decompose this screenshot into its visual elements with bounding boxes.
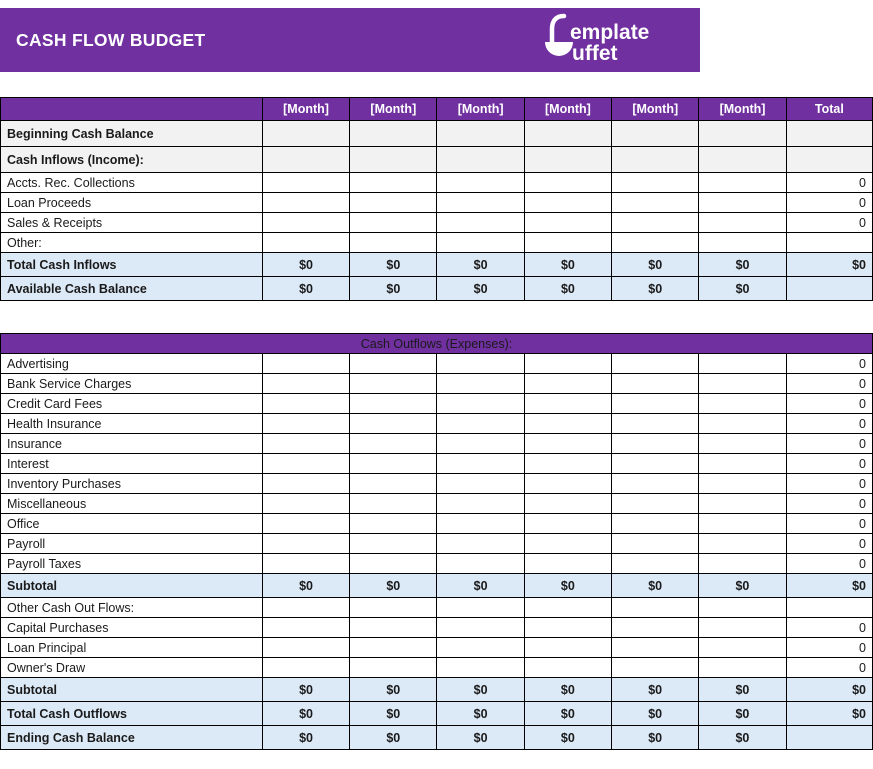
cell-month-3[interactable]	[437, 514, 524, 534]
cell-month-6[interactable]	[699, 514, 786, 534]
cell-month-1[interactable]: $0	[262, 678, 349, 702]
cell-month-1[interactable]	[262, 494, 349, 514]
row-label-owner-s-draw: Owner's Draw	[1, 658, 263, 678]
cell-month-2[interactable]	[350, 598, 437, 618]
cell-month-2[interactable]	[350, 514, 437, 534]
cell-month-1[interactable]	[262, 233, 349, 253]
cell-total: 0	[786, 394, 872, 414]
cell-month-2[interactable]	[350, 233, 437, 253]
cell-month-3[interactable]	[437, 474, 524, 494]
cell-month-6[interactable]	[699, 213, 786, 233]
cash-inflows-table-wrap	[0, 97, 873, 301]
row-label-total-cash-inflows: Total Cash Inflows	[1, 253, 263, 277]
cell-month-1[interactable]	[262, 394, 349, 414]
cell-month-5[interactable]	[612, 173, 699, 193]
cell-month-3[interactable]: $0	[437, 702, 524, 726]
cell-month-1[interactable]	[262, 638, 349, 658]
cell-month-4[interactable]	[524, 554, 611, 574]
table-row	[1, 394, 873, 414]
cell-month-4[interactable]: $0	[524, 678, 611, 702]
cell-month-3[interactable]	[437, 173, 524, 193]
cell-month-1[interactable]	[262, 193, 349, 213]
cell-month-2[interactable]	[350, 434, 437, 454]
table-row	[1, 574, 873, 598]
cell-month-1[interactable]	[262, 173, 349, 193]
cell-month-6[interactable]: $0	[699, 253, 786, 277]
cell-month-6[interactable]: $0	[699, 678, 786, 702]
cell-month-5[interactable]	[612, 658, 699, 678]
cell-month-5[interactable]	[612, 213, 699, 233]
cell-month-2[interactable]	[350, 534, 437, 554]
table-row	[1, 618, 873, 638]
row-label-loan-principal: Loan Principal	[1, 638, 263, 658]
cell-month-4[interactable]: $0	[524, 574, 611, 598]
table-row	[1, 213, 873, 233]
table-row	[1, 193, 873, 213]
cell-month-5[interactable]: $0	[612, 277, 699, 301]
cell-month-2[interactable]	[350, 394, 437, 414]
cell-month-5[interactable]	[612, 638, 699, 658]
cell-month-3[interactable]: $0	[437, 253, 524, 277]
table-row	[1, 454, 873, 474]
cell-month-4[interactable]	[524, 213, 611, 233]
cell-month-6[interactable]	[699, 414, 786, 434]
cell-month-6[interactable]	[699, 394, 786, 414]
column-header-month-4[interactable]: [Month]	[524, 98, 611, 121]
cell-month-5[interactable]	[612, 598, 699, 618]
cash-outflows-section-title: Cash Outflows (Expenses):	[1, 334, 873, 354]
table-row	[1, 277, 873, 301]
cell-month-1[interactable]	[262, 618, 349, 638]
cell-month-6[interactable]	[699, 454, 786, 474]
cell-month-1[interactable]	[262, 414, 349, 434]
cell-month-1[interactable]: $0	[262, 277, 349, 301]
cash-outflows-table	[0, 333, 873, 750]
cell-month-4[interactable]	[524, 514, 611, 534]
cell-total	[786, 598, 872, 618]
cell-month-2[interactable]	[350, 173, 437, 193]
row-label-bank-service-charges: Bank Service Charges	[1, 374, 263, 394]
page-title: CASH FLOW BUDGET	[16, 29, 206, 50]
cell-month-1[interactable]	[262, 514, 349, 534]
cell-month-5[interactable]: $0	[612, 678, 699, 702]
cell-month-2[interactable]: $0	[350, 253, 437, 277]
cell-month-3[interactable]	[437, 618, 524, 638]
row-label-accts-rec-collections: Accts. Rec. Collections	[1, 173, 263, 193]
cell-month-6[interactable]	[699, 474, 786, 494]
cell-month-3[interactable]	[437, 554, 524, 574]
cell-total: 0	[786, 554, 872, 574]
row-label-payroll: Payroll	[1, 534, 263, 554]
cell-month-6[interactable]	[699, 173, 786, 193]
cell-month-5[interactable]	[612, 374, 699, 394]
cell-total: $0	[786, 702, 872, 726]
cell-total: 0	[786, 434, 872, 454]
cell-month-2[interactable]: $0	[350, 678, 437, 702]
cell-month-3[interactable]	[437, 598, 524, 618]
table-row	[1, 233, 873, 253]
cell-total: 0	[786, 618, 872, 638]
row-label-credit-card-fees: Credit Card Fees	[1, 394, 263, 414]
table-row	[1, 678, 873, 702]
cell-month-3[interactable]	[437, 233, 524, 253]
cell-month-2[interactable]	[350, 494, 437, 514]
cell-month-2[interactable]	[350, 474, 437, 494]
cell-month-5[interactable]	[612, 354, 699, 374]
cell-month-2[interactable]	[350, 658, 437, 678]
cell-month-5[interactable]	[612, 193, 699, 213]
cell-month-3[interactable]	[437, 494, 524, 514]
row-label-advertising: Advertising	[1, 354, 263, 374]
cell-month-6[interactable]	[699, 193, 786, 213]
cell-total: 0	[786, 658, 872, 678]
cell-month-5[interactable]	[612, 554, 699, 574]
cell-month-6[interactable]: $0	[699, 277, 786, 301]
row-label-total-cash-outflows: Total Cash Outflows	[1, 702, 263, 726]
cell-month-3[interactable]	[437, 147, 524, 173]
cell-month-5[interactable]	[612, 514, 699, 534]
cell-total: $0	[786, 574, 872, 598]
row-label-available-cash-balance: Available Cash Balance	[1, 277, 263, 301]
cell-month-4[interactable]: $0	[524, 726, 611, 750]
cell-month-5[interactable]	[612, 394, 699, 414]
table-row	[1, 147, 873, 173]
column-header-month-3[interactable]: [Month]	[437, 98, 524, 121]
cell-total	[786, 277, 872, 301]
column-header-blank	[1, 98, 263, 121]
logo-text-line1: emplate	[570, 21, 650, 44]
cell-month-5[interactable]: $0	[612, 574, 699, 598]
cell-month-4[interactable]	[524, 233, 611, 253]
cell-month-3[interactable]	[437, 374, 524, 394]
cell-month-1[interactable]	[262, 554, 349, 574]
cash-inflows-table	[0, 97, 873, 301]
column-header-month-2[interactable]: [Month]	[350, 98, 437, 121]
table-row	[1, 494, 873, 514]
table-row	[1, 253, 873, 277]
cell-month-6[interactable]	[699, 354, 786, 374]
table-row	[1, 374, 873, 394]
cell-month-4[interactable]	[524, 494, 611, 514]
cell-month-6[interactable]	[699, 121, 786, 147]
cell-month-5[interactable]	[612, 233, 699, 253]
cell-total: $0	[786, 678, 872, 702]
cell-month-3[interactable]	[437, 434, 524, 454]
row-label-subtotal: Subtotal	[1, 574, 263, 598]
cell-month-3[interactable]: $0	[437, 726, 524, 750]
table-row	[1, 554, 873, 574]
cell-month-1[interactable]	[262, 534, 349, 554]
table-row	[1, 598, 873, 618]
cell-month-6[interactable]	[699, 598, 786, 618]
cell-month-2[interactable]	[350, 213, 437, 233]
row-label-cash-inflows-income: Cash Inflows (Income):	[1, 147, 263, 173]
cell-total: 0	[786, 173, 872, 193]
cell-month-2[interactable]	[350, 638, 437, 658]
row-label-capital-purchases: Capital Purchases	[1, 618, 263, 638]
cell-month-1[interactable]	[262, 434, 349, 454]
cell-month-5[interactable]	[612, 414, 699, 434]
cell-month-3[interactable]	[437, 354, 524, 374]
cell-month-5[interactable]	[612, 454, 699, 474]
cell-month-6[interactable]	[699, 374, 786, 394]
cell-month-6[interactable]	[699, 554, 786, 574]
cell-total: $0	[786, 253, 872, 277]
cell-month-3[interactable]	[437, 534, 524, 554]
cash-outflows-table-wrap	[0, 333, 873, 750]
cell-month-2[interactable]	[350, 147, 437, 173]
cell-total	[786, 233, 872, 253]
cell-month-2[interactable]	[350, 454, 437, 474]
cell-month-6[interactable]	[699, 494, 786, 514]
cell-month-4[interactable]	[524, 173, 611, 193]
table-row	[1, 534, 873, 554]
table-row	[1, 658, 873, 678]
cell-month-5[interactable]	[612, 147, 699, 173]
cell-month-2[interactable]	[350, 618, 437, 638]
row-label-insurance: Insurance	[1, 434, 263, 454]
cell-month-4[interactable]	[524, 534, 611, 554]
cell-month-1[interactable]	[262, 213, 349, 233]
cell-month-3[interactable]	[437, 213, 524, 233]
cell-month-6[interactable]	[699, 618, 786, 638]
section-banner-row	[1, 334, 873, 354]
cell-month-5[interactable]: $0	[612, 253, 699, 277]
cell-total: 0	[786, 454, 872, 474]
table-row	[1, 354, 873, 374]
cell-total	[786, 147, 872, 173]
table-header-row	[1, 98, 873, 121]
cell-month-4[interactable]	[524, 374, 611, 394]
cell-total: 0	[786, 474, 872, 494]
cell-month-3[interactable]: $0	[437, 678, 524, 702]
table-row	[1, 121, 873, 147]
cell-month-2[interactable]: $0	[350, 277, 437, 301]
cell-month-6[interactable]	[699, 534, 786, 554]
cell-month-3[interactable]: $0	[437, 277, 524, 301]
row-label-other-cash-out-flows: Other Cash Out Flows:	[1, 598, 263, 618]
cell-month-6[interactable]	[699, 147, 786, 173]
cell-total: 0	[786, 638, 872, 658]
table-row	[1, 173, 873, 193]
cell-month-4[interactable]	[524, 121, 611, 147]
cell-month-4[interactable]	[524, 147, 611, 173]
cell-month-6[interactable]: $0	[699, 702, 786, 726]
cell-total: 0	[786, 534, 872, 554]
row-label-miscellaneous: Miscellaneous	[1, 494, 263, 514]
cell-total: 0	[786, 193, 872, 213]
column-header-month-5[interactable]: [Month]	[612, 98, 699, 121]
logo-text-line2: uffet	[572, 42, 618, 65]
table-row	[1, 702, 873, 726]
cell-total	[786, 121, 872, 147]
cell-total: 0	[786, 213, 872, 233]
cell-month-1[interactable]	[262, 454, 349, 474]
cell-month-1[interactable]	[262, 474, 349, 494]
cell-month-1[interactable]: $0	[262, 702, 349, 726]
cell-month-1[interactable]	[262, 374, 349, 394]
row-label-other: Other:	[1, 233, 263, 253]
cell-month-5[interactable]	[612, 474, 699, 494]
header-banner	[0, 8, 700, 72]
cell-month-4[interactable]	[524, 474, 611, 494]
cell-month-2[interactable]	[350, 354, 437, 374]
cell-month-3[interactable]: $0	[437, 574, 524, 598]
cell-month-2[interactable]	[350, 121, 437, 147]
column-header-month-1[interactable]: [Month]	[262, 98, 349, 121]
cell-month-2[interactable]	[350, 414, 437, 434]
cell-month-5[interactable]	[612, 434, 699, 454]
cell-total: 0	[786, 374, 872, 394]
cell-month-6[interactable]	[699, 434, 786, 454]
cell-month-5[interactable]	[612, 494, 699, 514]
row-label-sales-receipts: Sales & Receipts	[1, 213, 263, 233]
cell-month-4[interactable]	[524, 454, 611, 474]
cell-month-5[interactable]	[612, 121, 699, 147]
cell-month-4[interactable]	[524, 414, 611, 434]
cell-month-1[interactable]: $0	[262, 574, 349, 598]
cell-month-1[interactable]	[262, 147, 349, 173]
cell-month-3[interactable]	[437, 454, 524, 474]
cell-total: 0	[786, 414, 872, 434]
cell-month-3[interactable]	[437, 193, 524, 213]
cell-month-2[interactable]: $0	[350, 702, 437, 726]
row-label-payroll-taxes: Payroll Taxes	[1, 554, 263, 574]
cell-month-1[interactable]: $0	[262, 726, 349, 750]
cell-month-4[interactable]	[524, 598, 611, 618]
row-label-subtotal: Subtotal	[1, 678, 263, 702]
row-label-ending-cash-balance: Ending Cash Balance	[1, 726, 263, 750]
cell-month-6[interactable]: $0	[699, 574, 786, 598]
logo-ladle-icon	[542, 12, 682, 68]
cell-total	[786, 726, 872, 750]
row-label-health-insurance: Health Insurance	[1, 414, 263, 434]
cell-month-3[interactable]	[437, 414, 524, 434]
cell-month-3[interactable]	[437, 121, 524, 147]
cell-month-5[interactable]: $0	[612, 702, 699, 726]
cell-month-1[interactable]	[262, 598, 349, 618]
row-label-loan-proceeds: Loan Proceeds	[1, 193, 263, 213]
template-buffet-logo	[542, 8, 682, 72]
cell-month-2[interactable]	[350, 554, 437, 574]
cell-month-6[interactable]	[699, 658, 786, 678]
cell-month-4[interactable]: $0	[524, 277, 611, 301]
cell-month-3[interactable]	[437, 394, 524, 414]
table-row	[1, 414, 873, 434]
cell-month-4[interactable]	[524, 638, 611, 658]
cell-month-4[interactable]: $0	[524, 702, 611, 726]
cell-total: 0	[786, 494, 872, 514]
cell-month-4[interactable]	[524, 193, 611, 213]
cell-month-2[interactable]: $0	[350, 574, 437, 598]
cell-month-5[interactable]	[612, 534, 699, 554]
row-label-inventory-purchases: Inventory Purchases	[1, 474, 263, 494]
table-row	[1, 434, 873, 454]
cell-month-2[interactable]	[350, 374, 437, 394]
column-header-month-6[interactable]: [Month]	[699, 98, 786, 121]
cell-month-6[interactable]	[699, 638, 786, 658]
row-label-beginning-cash-balance: Beginning Cash Balance	[1, 121, 263, 147]
cell-total: 0	[786, 514, 872, 534]
cell-month-2[interactable]: $0	[350, 726, 437, 750]
cell-month-4[interactable]	[524, 658, 611, 678]
cell-month-6[interactable]	[699, 233, 786, 253]
table-row	[1, 474, 873, 494]
cell-month-2[interactable]	[350, 193, 437, 213]
cell-month-4[interactable]	[524, 434, 611, 454]
cell-month-1[interactable]	[262, 658, 349, 678]
table-row	[1, 514, 873, 534]
cell-total: 0	[786, 354, 872, 374]
row-label-interest: Interest	[1, 454, 263, 474]
cell-month-5[interactable]: $0	[612, 726, 699, 750]
cell-month-6[interactable]: $0	[699, 726, 786, 750]
cell-month-4[interactable]: $0	[524, 253, 611, 277]
cell-month-4[interactable]	[524, 354, 611, 374]
cell-month-1[interactable]	[262, 354, 349, 374]
cell-month-1[interactable]: $0	[262, 253, 349, 277]
cell-month-3[interactable]	[437, 658, 524, 678]
cell-month-3[interactable]	[437, 638, 524, 658]
table-row	[1, 726, 873, 750]
table-row	[1, 638, 873, 658]
cell-month-4[interactable]	[524, 394, 611, 414]
cell-month-1[interactable]	[262, 121, 349, 147]
column-header-total: Total	[786, 98, 872, 121]
cell-month-4[interactable]	[524, 618, 611, 638]
cell-month-5[interactable]	[612, 618, 699, 638]
row-label-office: Office	[1, 514, 263, 534]
